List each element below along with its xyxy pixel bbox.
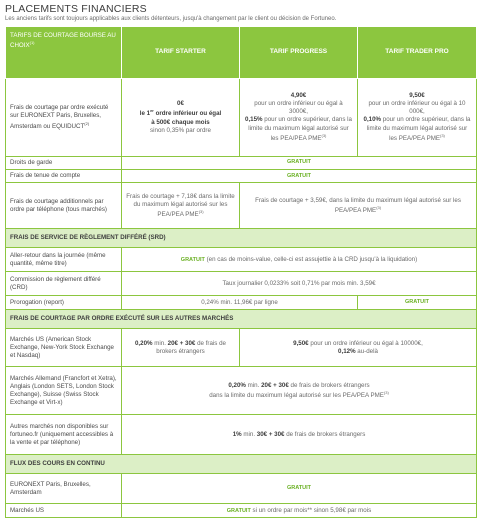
row-autres-marches [6,415,477,455]
row-label: Commission de règlement différé (CRD) [6,272,122,296]
flux-us-value: GRATUIT si un ordre par mois** sinon 5,98€ par mois [122,504,477,518]
row-label: Droits de garde [6,157,122,170]
section-flux [6,455,477,474]
trader-cell: 9,50€ pour un ordre inférieur ou égal à 10 000€, 0,10% pour un ordre supérieur, dans la limite du maximum légal autorisé sur les PEA/PEA PME$^{(3)}$ [358,79,477,157]
section-title: FRAIS DE SERVICE DE RÈGLEMENT DIFFÉRÉ (SRD) [6,229,477,248]
row-aller-retour [6,248,477,272]
header-label: TARIFS DE COURTAGE BOURSE AU CHOIX$^{(1)}$ [6,27,122,79]
progress-cell: 4,90€ pour un ordre inférieur ou égal à 3000€, 0,15% pour un ordre supérieur, dans la limite du maximum légal autorisé sur les PEA/PEA PME$^{(3)}$ [240,79,358,157]
pricing-table [5,26,477,518]
starter-cell: 0,20% min. 20€ + 30€ de frais de brokers étrangers [122,329,240,367]
row-tenue-compte [6,170,477,183]
prorogation-value: 0,24% min. 11,96€ par ligne [122,296,358,310]
row-commission [6,272,477,296]
gratuit-value: GRATUIT [122,157,477,170]
section-title: FLUX DES COURS EN CONTINU [6,455,477,474]
gratuit-value: GRATUIT [122,170,477,183]
row-label: Autres marchés non disponibles sur fortuneo.fr (uniquement accessibles à la vente et par téléphone) [6,415,122,455]
row-flux-us [6,504,477,518]
progress-trader-cell: 9,50€ pour un ordre inférieur ou égal à 10000€, 0,12% au-delà [240,329,477,367]
intro-text: Les anciens tarifs sont toujours applicables aux clients détenteurs, jusqu'à changement par le client ou décision de Fortuneo. [5,16,337,22]
header-starter: TARIF STARTER [122,27,240,79]
gratuit-value: GRATUIT [122,474,477,504]
row-label: Prorogation (report) [6,296,122,310]
row-prorogation [6,296,477,310]
table-header [6,27,477,79]
row-frais-ordre [6,79,477,157]
commission-value: Taux journalier 0,0233% soit 0,71% par mois min. 3,59€ [122,272,477,296]
header-progress: TARIF PROGRESS [240,27,358,79]
page-title: PLACEMENTS FINANCIERS [5,3,147,15]
row-label: Marchés Allemand (Francfort et Xetra), Anglais (London SETS, London Stock Exchange), Suisse (Swiss Stock Exchange et Virt-x) [6,367,122,415]
row-label: Aller-retour dans la journée (même quantité, même titre) [6,248,122,272]
section-title: FRAIS DE COURTAGE PAR ORDRE EXÉCUTÉ SUR LES AUTRES MARCHÉS [6,310,477,329]
row-label: Frais de courtage par ordre exécuté sur EURONEXT Paris, Bruxelles, Amsterdam ou EQUIDUCT$^{(2)}$ [6,79,122,157]
starter-cell: Frais de courtage + 7,18€ dans la limite du maximum légal autorisé sur les PEA/PEA PME$^{(3)}$ [122,183,240,229]
prorogation-trader-value: GRATUIT [358,296,477,310]
progress-trader-cell: Frais de courtage + 3,59€, dans la limite du maximum légal autorisé sur les PEA/PEA PME$^{(3)}$ [240,183,477,229]
row-label: Marchés US [6,504,122,518]
row-label: Frais de courtage additionnels par ordre par téléphone (tous marchés) [6,183,122,229]
starter-cell: 0€ le 1er ordre inférieur ou égal à 500€ chaque mois sinon 0,35% par ordre [122,79,240,157]
aller-retour-value: GRATUIT (en cas de moins-value, celle-ci est assujettie à la CRD jusqu'à la liquidation) [122,248,477,272]
section-autres-marches [6,310,477,329]
row-marches-europe [6,367,477,415]
row-telephone [6,183,477,229]
europe-value: 0,20% min. 20€ + 30€ de frais de brokers étrangers dans la limite du maximum légal autorisé sur les PEA/PEA PME$^{(3)}$ [122,367,477,415]
header-trader: TARIF TRADER PRO [358,27,477,79]
row-flux-euronext [6,474,477,504]
row-label: Frais de tenue de compte [6,170,122,183]
row-label: EURONEXT Paris, Bruxelles, Amsterdam [6,474,122,504]
row-label: Marchés US (American Stock Exchange, New-York Stock Exchange et Nasdaq) [6,329,122,367]
row-marches-us [6,329,477,367]
section-srd [6,229,477,248]
autres-value: 1% min. 30€ + 30€ de frais de brokers étrangers [122,415,477,455]
row-droits-garde [6,157,477,170]
